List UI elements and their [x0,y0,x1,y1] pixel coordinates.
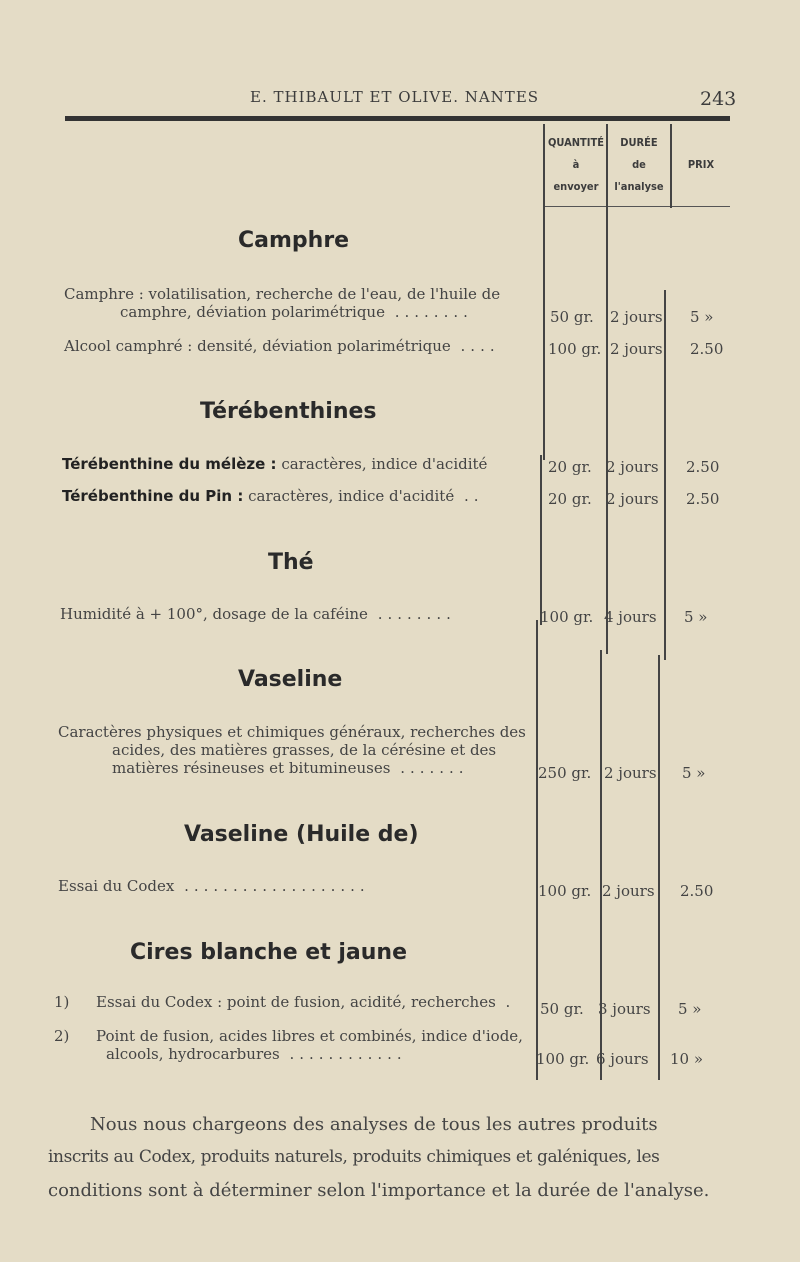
running-head: E. THIBAULT ET OLIVE. NANTES [250,88,540,106]
row-duration: 2 jours [606,458,659,476]
column-header-duration [608,132,670,198]
section-title-vaseline: Vaseline [238,667,343,692]
row-quantity: 20 gr. [548,458,592,476]
row-desc [112,760,469,777]
column-header-quantity [545,132,607,198]
row-price: 2.50 [680,882,714,900]
row-price: 5 » [678,1000,702,1018]
product-name: Térébenthine du mélèze : [62,455,277,473]
row-duration: 2 jours [606,490,659,508]
row-desc [60,606,456,623]
leader-dots: ................... [174,877,370,895]
row-desc: Point de fusion, acides libres et combinés, indice d'iode, [96,1027,523,1045]
leader-dots: . [495,993,516,1011]
row-quantity: 100 gr. [538,882,592,900]
row-desc: acides, des matières grasses, de la cérésine et des [112,741,497,759]
header-rule [672,206,730,207]
row-price: 5 » [690,308,714,326]
row-duration: 2 jours [604,764,657,782]
column-divider [540,455,542,625]
row-desc [62,488,484,505]
row-desc-text: camphre, déviation polarimétrique [120,303,385,321]
column-divider [664,290,666,660]
row-desc [106,1046,407,1063]
column-divider [658,655,660,1080]
column-header-duration-line1: DURÉE [620,136,658,149]
footer-line: Nous nous chargeons des analyses de tous les autres produits [90,1114,658,1135]
leader-dots: ........ [384,303,473,321]
footer-line: inscrits au Codex, produits naturels, produits chimiques et galéniques, les [48,1147,660,1167]
column-header-duration-line2: de [632,158,646,171]
product-name: Térébenthine du Pin : [62,487,244,505]
row-number: 1) [54,993,70,1011]
row-desc [58,878,370,895]
column-header-quantity-line3: envoyer [553,180,599,193]
row-quantity: 100 gr. [548,340,602,358]
row-duration: 6 jours [596,1050,649,1068]
section-title-vaseline-huile: Vaseline (Huile de) [184,822,419,847]
column-divider [670,124,672,208]
top-rule [65,116,730,121]
row-price: 5 » [684,608,708,626]
row-duration: 3 jours [598,1000,651,1018]
row-quantity: 250 gr. [538,764,592,782]
row-price: 2.50 [686,458,720,476]
row-desc-text: Alcool camphré : densité, déviation polarimétrique [64,337,451,355]
section-title-camphre: Camphre [238,228,350,253]
header-rule [545,206,607,207]
column-header-quantity-line1: QUANTITÉ [548,136,604,149]
row-duration: 2 jours [610,308,663,326]
column-divider [606,124,608,654]
row-desc: Caractères physiques et chimiques généraux, recherches des [58,723,526,741]
section-title-cires: Cires blanche et jaune [130,940,408,965]
page-number: 243 [700,88,737,110]
row-price: 2.50 [686,490,720,508]
row-duration: 2 jours [610,340,663,358]
leader-dots: ............ [279,1045,407,1063]
row-desc-text: Humidité à + 100°, dosage de la caféine [60,605,368,623]
row-desc [64,338,500,355]
row-desc-text: caractères, indice d'acidité [248,487,455,505]
column-header-quantity-line2: à [572,158,580,171]
row-quantity: 100 gr. [536,1050,590,1068]
row-duration: 4 jours [604,608,657,626]
row-desc [120,304,473,321]
leader-dots: .. [454,487,484,505]
row-desc [96,994,515,1011]
row-desc [62,456,487,473]
row-price: 10 » [670,1050,704,1068]
row-desc-text: Essai du Codex [58,877,175,895]
column-header-price: PRIX [687,158,715,171]
leader-dots: ........ [367,605,456,623]
row-quantity: 100 gr. [540,608,594,626]
row-desc-text: alcools, hydrocarbures [106,1045,280,1063]
row-price: 5 » [682,764,706,782]
row-duration: 2 jours [602,882,655,900]
row-desc-text: matières résineuses et bitumineuses [112,759,391,777]
row-quantity: 50 gr. [540,1000,584,1018]
row-desc-text: Essai du Codex : point de fusion, acidité, recherches [96,993,496,1011]
leader-dots: .... [450,337,500,355]
column-divider [543,124,545,460]
section-title-terebenthines: Térébenthines [200,399,377,424]
column-divider [536,620,538,1080]
column-header-duration-line3: l'analyse [614,180,664,193]
header-rule [608,206,670,207]
row-desc: Camphre : volatilisation, recherche de l'eau, de l'huile de [64,285,501,303]
leader-dots: ....... [390,759,469,777]
section-title-the: Thé [268,550,314,575]
row-quantity: 20 gr. [548,490,592,508]
row-quantity: 50 gr. [550,308,594,326]
footer-paragraph [48,1108,728,1207]
row-desc-text: caractères, indice d'acidité [281,455,488,473]
row-price: 2.50 [690,340,724,358]
row-number: 2) [54,1027,70,1045]
footer-line: conditions sont à déterminer selon l'importance et la durée de l'analyse. [48,1180,710,1201]
